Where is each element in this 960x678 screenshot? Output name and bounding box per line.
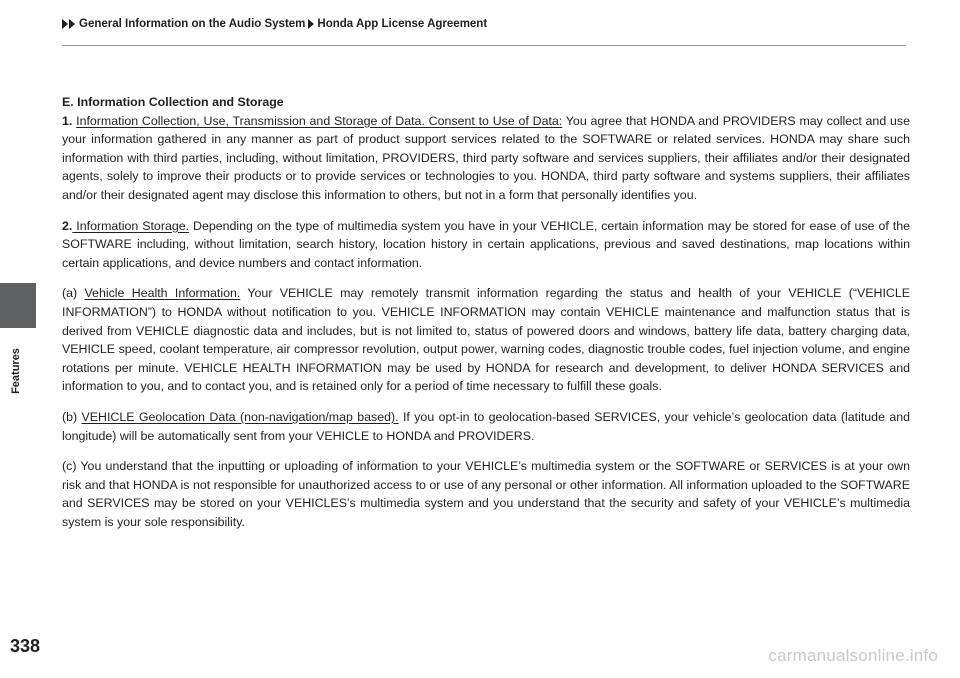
sidebar-section-label (0, 290, 32, 394)
watermark: carmanualsonline.info (768, 646, 938, 665)
breadcrumb-item-audio-system[interactable]: General Information on the Audio System (79, 18, 306, 30)
paragraph-text: (c) You understand that the inputting or uploading of information to your VEHICLE’s multimedia system or the SOFTWARE or SERVICES is at your own risk and that HONDA is not responsible for unauthorized access to or use of any personal or other information. All information uploaded to the SOFTWARE and SERVICES may be stored on your VEHICLES’s multimedia system and you understand that the security and safety of your VEHICLE’s multimedia system is your sole responsibility. (62, 459, 910, 529)
item-number: 1. (62, 113, 73, 128)
breadcrumb-item-license-agreement[interactable]: Honda App License Agreement (317, 18, 488, 30)
triangle-right-icon (308, 19, 315, 29)
paragraph-information-collection (62, 112, 910, 205)
sidebar-label-features: Features (10, 348, 23, 394)
item-prefix: (a) (62, 286, 85, 301)
section-title: E. Information Collection and Storage (62, 95, 284, 109)
header-divider (62, 45, 906, 46)
paragraph-text: If you opt-in to geolocation-based SERVICES, your vehicle’s geolocation data (latitude and longitude) will be automatically sent from your VEHICLE to HONDA and PROVIDERS. (62, 409, 911, 443)
page-number: 338 (10, 636, 41, 656)
heading-geolocation: VEHICLE Geolocation Data (non-navigation/map based). (81, 409, 399, 424)
heading-information-collection: Information Collection, Use, Transmission and Storage of Data. Consent to Use of Data: (76, 113, 563, 128)
item-number: 2. (62, 218, 73, 233)
paragraph-user-responsibility (62, 457, 910, 531)
heading-information-storage: Information Storage. (72, 218, 190, 233)
heading-vehicle-health: Vehicle Health Information. (84, 286, 241, 301)
paragraph-geolocation (62, 408, 910, 445)
item-prefix: (b) (62, 409, 82, 424)
paragraph-vehicle-health (62, 284, 910, 396)
paragraph-text: Your VEHICLE may remotely transmit information regarding the status and health of your VEHICLE (“VEHICLE INFORMATION”) to HONDA without notification to you. VEHICLE INFORMATION may contain VEHICLE maintenance and malfunction status that is derived from VEHICLE diagnostic data and includes, but is not limited to, status of powered doors and windows, battery life data, battery charging data, VEHICLE speed, coolant temperature, air compressor revolution, output power, warning codes, diagnostic trouble codes, fuel injection volume, and engine rotations per minute. VEHICLE HEALTH INFORMATION may be used by HONDA for research and development, to deliver HONDA SERVICES and information to you, and to contact you, and is retained only for a period of time necessary to fulfill these goals. (62, 286, 910, 394)
breadcrumb (62, 18, 487, 30)
double-triangle-right-icon (62, 19, 76, 29)
document-body (62, 93, 910, 543)
paragraph-text: Depending on the type of multimedia system you have in your VEHICLE, certain information may be stored for ease of use of the SOFTWARE including, without limitation, search history, location history in certain applications, previous and saved destinations, map locations within certain applications, and device numbers and contact information. (62, 218, 910, 270)
paragraph-text: You agree that HONDA and PROVIDERS may collect and use your information gathered in any manner as part of product support services related to the SOFTWARE or related services. HONDA may share such information with third parties, including, without limitation, PROVIDERS, third party software and services suppliers, their affiliates and/or their designated agents, solely to improve their products or to provide services or technologies to you. HONDA, third party software and systems suppliers, their affiliates and/or their designated agent may disclose this information to others, but not in a form that personally identifies you. (62, 113, 910, 202)
paragraph-information-storage (62, 217, 910, 273)
